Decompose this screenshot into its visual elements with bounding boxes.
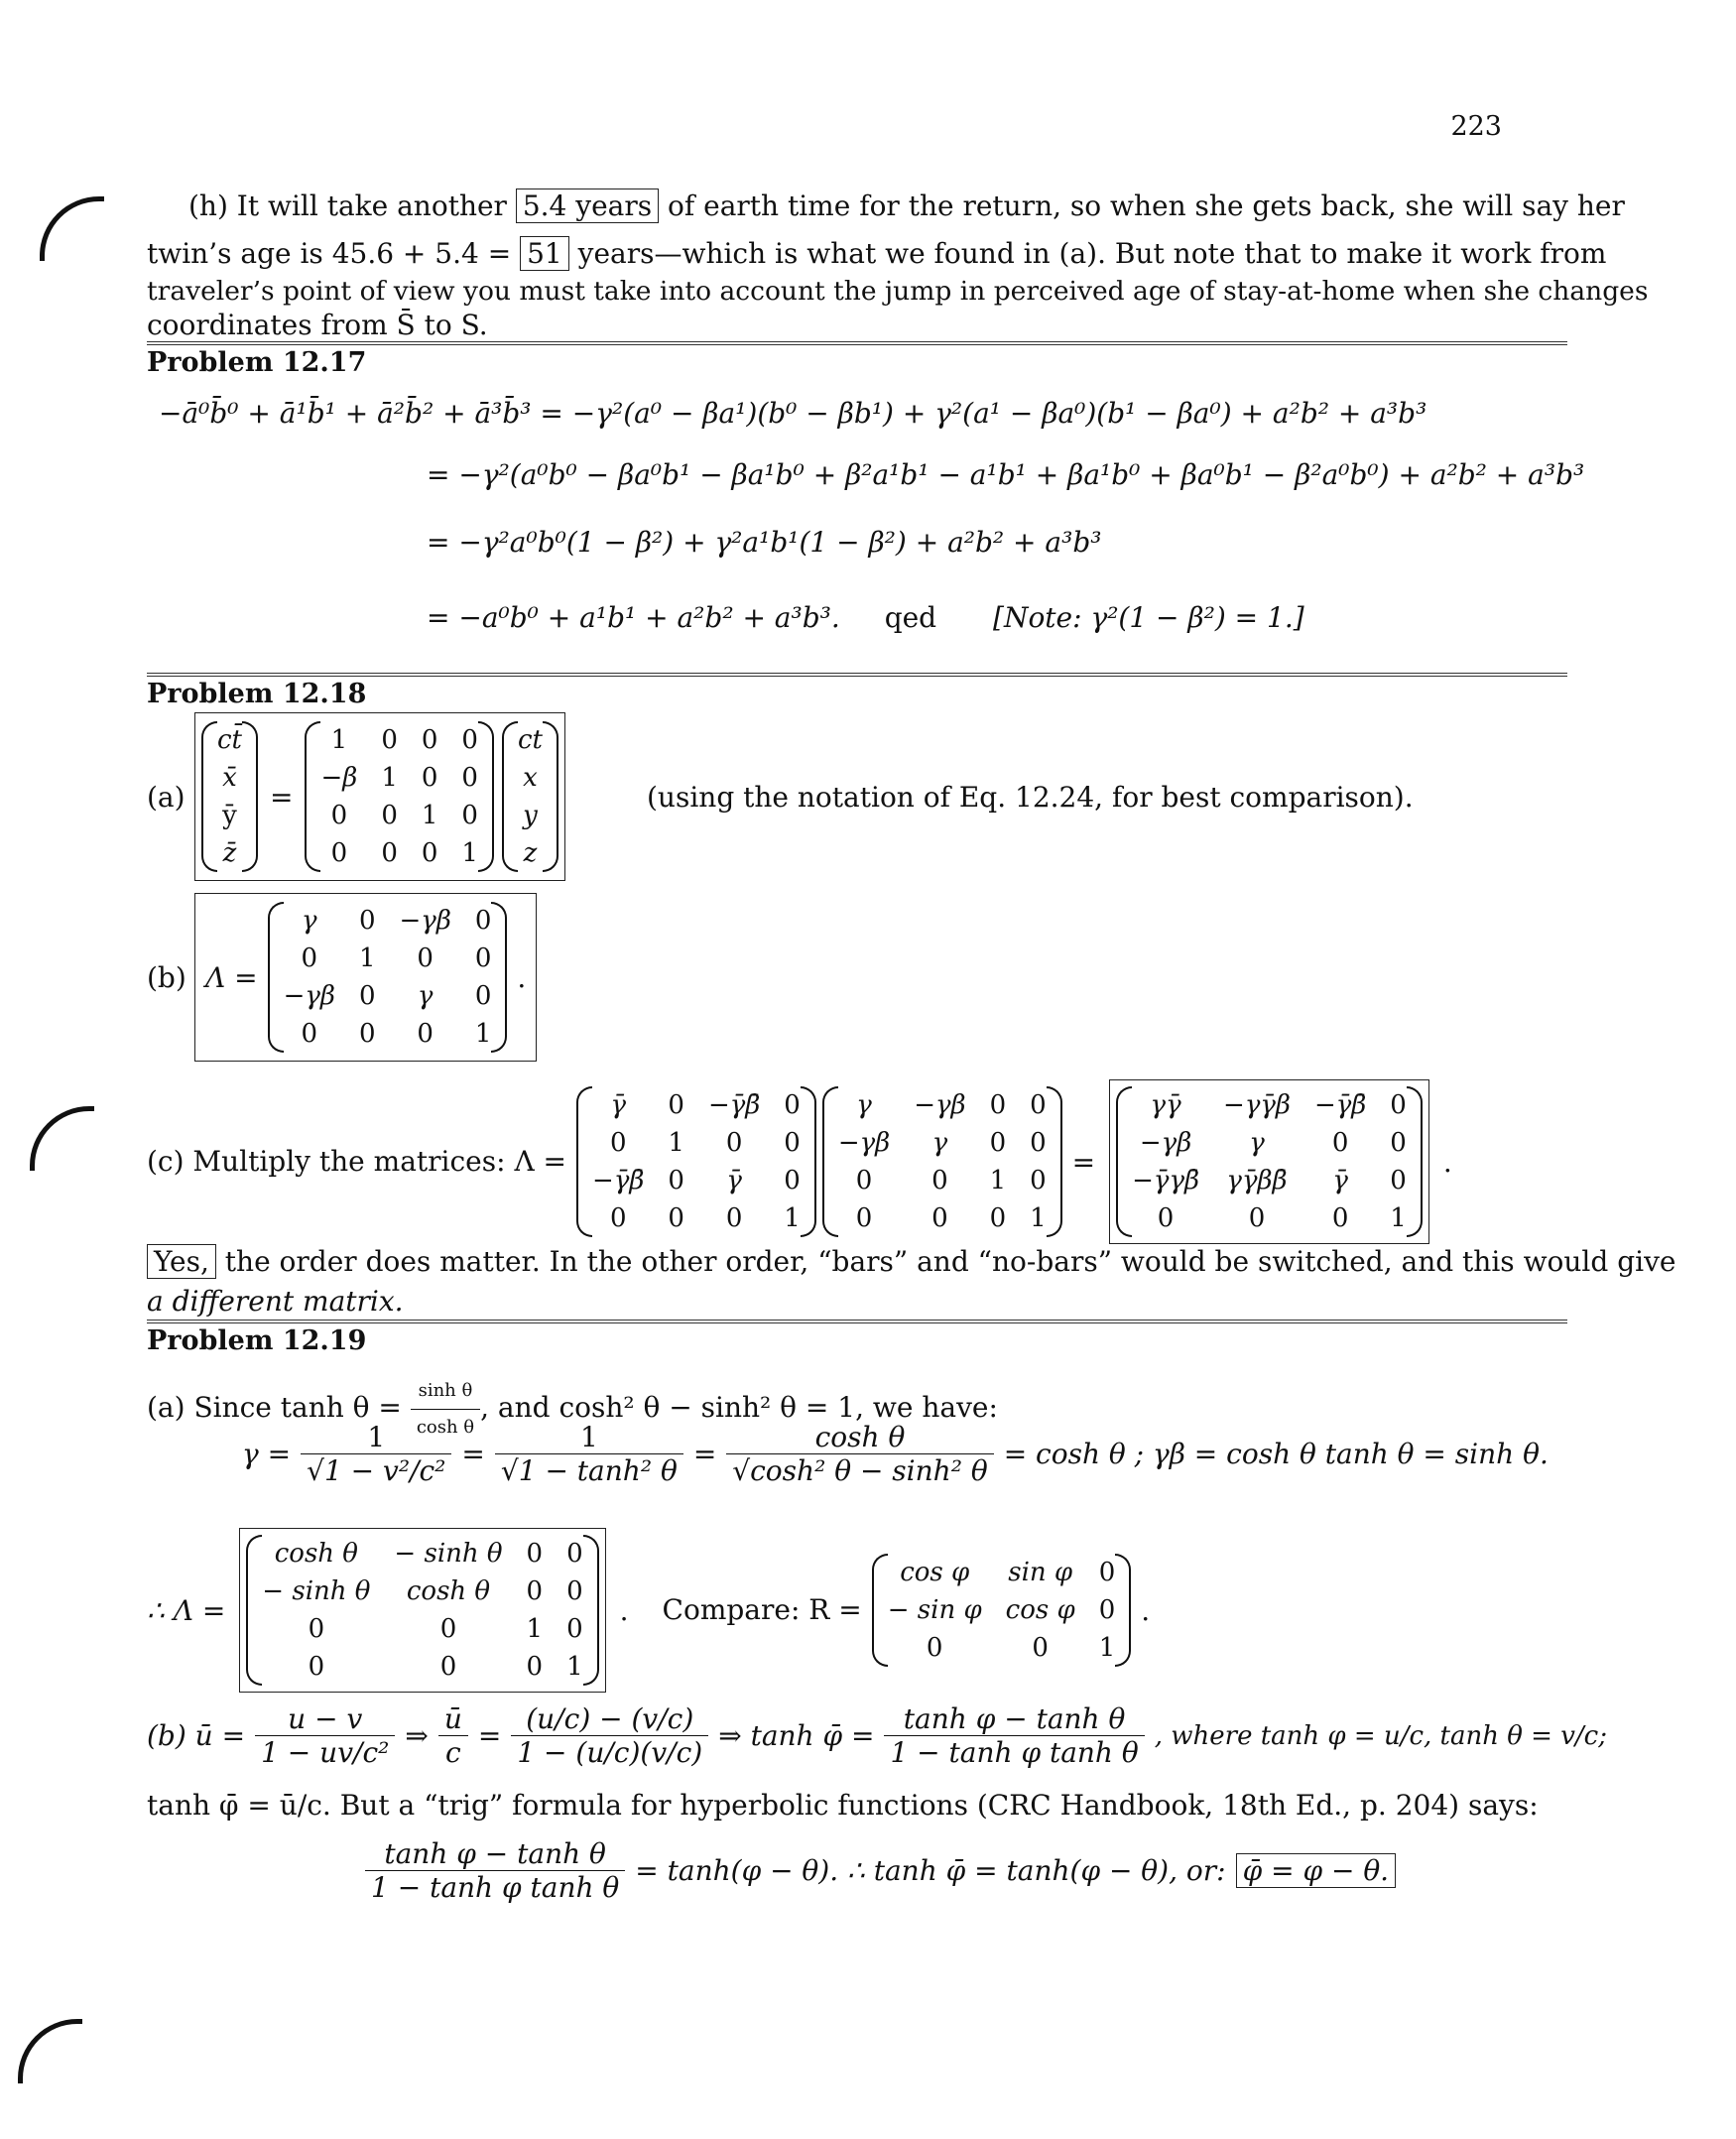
matrix-entry: 0 — [566, 1576, 583, 1606]
part-b-label: (b) — [147, 961, 186, 994]
part-b-line2: tanh φ̄ = ū/c. But a “trig” formula for hyperbolic functions (CRC Handbook, 18th Ed., p. 204) says: — [147, 1789, 1539, 1822]
gamma-derivation: γ = $\frac{1}{\text{√1 − v²/c²}}$ = $\frac{1}{\text{√1 − tanh² θ}}$ = $\frac{\text{cosh θ}}{\text{√cosh² θ − sinh² θ}}$ = cosh θ ; γβ = cosh θ tanh θ = sinh θ. — [242, 1421, 1549, 1487]
problem-12-19-heading: Problem 12.19 — [147, 1325, 367, 1356]
matrix-entry: 0 — [308, 1652, 325, 1682]
matrix-entry: −γβ — [914, 1090, 966, 1120]
matrix-entry: 1 — [989, 1166, 1007, 1195]
matrix-entry: 0 — [784, 1166, 801, 1195]
part-b-final: $\frac{\text{tanh φ − tanh θ}}{\text{1 − tanh φ tanh θ}}$ = tanh(φ − θ). ∴ tanh φ̄ = tanh(φ − θ), or: φ̄ = φ − θ. — [365, 1837, 1396, 1904]
matrix-entry: 0 — [1030, 1128, 1047, 1158]
matrix-entry: sin φ — [1008, 1558, 1073, 1587]
matrix-entry: 1 — [358, 944, 376, 973]
matrix-entry: 0 — [926, 1633, 943, 1663]
eq-12-17-line3: = −γ²a⁰b⁰(1 − β²) + γ²a¹b¹(1 − β²) + a²b² + a³b³ — [427, 526, 1102, 559]
matrix-entry: 0 — [439, 1614, 457, 1644]
eq-12-17-line4: = −a⁰b⁰ + a¹b¹ + a²b² + a³b³. qed [Note: γ²(1 − β²) = 1.] — [427, 601, 1304, 634]
matrix-entry: 0 — [1098, 1558, 1116, 1587]
matrix-entry: cos φ — [900, 1558, 970, 1587]
matrix-entry: 0 — [725, 1203, 743, 1233]
matrix-entry: 0 — [989, 1090, 1007, 1120]
note: [Note: γ²(1 − β²) = 1.] — [993, 601, 1304, 634]
matrix-entry: 0 — [526, 1576, 544, 1606]
matrix-a — [309, 721, 489, 872]
matrix-entry: 0 — [989, 1203, 1007, 1233]
matrix-entry: 0 — [784, 1090, 801, 1120]
matrix-entry: x — [523, 763, 538, 793]
matrix-entry: 0 — [1390, 1128, 1407, 1158]
matrix-entry: 0 — [1331, 1203, 1349, 1233]
divider — [147, 1320, 1567, 1323]
lorentz-eq-box-a: ct̄ x̄ ȳ z̄ = 1 0 0 0 −β 1 0 0 0 0 1 0 0 0 0 1 ct x y z — [194, 712, 565, 881]
matrix-entry: 1 — [526, 1614, 544, 1644]
matrix-c2 — [826, 1086, 1058, 1237]
matrix-entry: 0 — [417, 1019, 434, 1049]
matrix-entry: 0 — [461, 725, 478, 755]
matrix-entry: 1 — [461, 838, 478, 868]
matrix-entry: 0 — [1030, 1090, 1047, 1120]
part-h-line2: twin’s age is 45.6 + 5.4 = 51 years—which is what we found in (a). But note that to make it work from — [147, 237, 1607, 270]
eq-12-17-line1: −ā⁰b̄⁰ + ā¹b̄¹ + ā²b̄² + ā³b̄³ = −γ²(a⁰ − βa¹)(b⁰ − βb¹) + γ²(a¹ − βa⁰)(b¹ − βa⁰) + a²b² + a³b³ — [159, 397, 1427, 430]
matrix-entry: 0 — [358, 906, 376, 936]
answer-box-5-4-years: 5.4 years — [516, 189, 659, 223]
matrix-entry: cosh θ — [274, 1539, 358, 1569]
matrix-entry: γγ̄ — [1150, 1090, 1181, 1120]
matrix-entry: 0 — [1098, 1595, 1116, 1625]
matrix-entry: −γβ — [399, 906, 451, 936]
part-c-label: (c) Multiply the matrices: Λ = — [147, 1145, 567, 1178]
matrix-entry: −γ̄β̄ — [1313, 1090, 1367, 1120]
matrix-entry: 0 — [301, 944, 318, 973]
order-line1: Yes, the order does matter. In the other order, “bars” and “no-bars” would be switched, and this would give — [147, 1244, 1675, 1280]
matrix-entry: 0 — [417, 944, 434, 973]
matrix-entry: γ — [856, 1090, 872, 1120]
matrix-entry: γ̄ — [726, 1166, 742, 1195]
divider — [147, 341, 1567, 345]
matrix-entry: x̄ — [222, 763, 237, 793]
matrix-entry: − sin φ — [887, 1595, 982, 1625]
eq-12-17-line2: = −γ²(a⁰b⁰ − βa⁰b¹ − βa¹b⁰ + β²a¹b¹ − a¹b¹ + βa¹b⁰ + βa⁰b¹ − β²a⁰b⁰) + a²b² + a³b³ — [427, 458, 1585, 491]
problem-12-18-heading: Problem 12.18 — [147, 679, 367, 709]
matrix-entry: 0 — [609, 1203, 627, 1233]
part-c-row: (c) Multiply the matrices: Λ = γ̄ 0 −γ̄β̄ 0 0 1 0 0 −γ̄β̄ 0 γ̄ 0 0 0 0 1 γ −γβ 0 0 −γβ γ 0 0 0 0 1 0 0 0 0 1 = γγ̄ −γγ̄β −γ̄β̄ 0 −γβ γ 0 0 −γ̄γβ̄ γγ̄ββ̄ γ̄ 0 0 0 0 1 . — [147, 1079, 1452, 1244]
matrix-entry: 0 — [668, 1203, 684, 1233]
matrix-entry: 0 — [421, 763, 438, 793]
answer-box-51: 51 — [520, 236, 569, 271]
matrix-entry: 0 — [381, 725, 398, 755]
matrix-entry: 0 — [439, 1652, 457, 1682]
matrix-entry: 1 — [330, 725, 348, 755]
matrix-entry: 0 — [381, 801, 398, 830]
margin-mark-bottom — [18, 2019, 82, 2083]
matrix-entry: 1 — [421, 801, 438, 830]
matrix-b — [272, 902, 504, 1053]
matrix-entry: cosh θ — [406, 1576, 491, 1606]
matrix-entry: 1 — [784, 1203, 801, 1233]
matrix-rotation — [876, 1554, 1128, 1667]
lambda-box-b: Λ = γ 0 −γβ 0 0 1 0 0 −γβ 0 γ 0 0 0 0 1 . — [194, 893, 537, 1062]
matrix-entry: 0 — [1331, 1128, 1349, 1158]
matrix-entry: 0 — [358, 981, 376, 1011]
matrix-entry: − sinh θ — [394, 1539, 503, 1569]
matrix-entry: cos φ — [1005, 1595, 1075, 1625]
divider — [147, 673, 1567, 677]
matrix-entry: 0 — [1248, 1203, 1266, 1233]
part-h-line3: traveler’s point of view you must take into account the jump in perceived age of stay-at-home when she changes — [147, 276, 1649, 307]
matrix-entry: 0 — [421, 725, 438, 755]
matrix-entry: 0 — [358, 1019, 376, 1049]
matrix-entry: 1 — [566, 1652, 583, 1682]
matrix-entry: 0 — [474, 981, 492, 1011]
matrix-entry: 0 — [609, 1128, 627, 1158]
lambda-hyperbolic-row: ∴ Λ = cosh θ − sinh θ 0 0 − sinh θ cosh θ 0 0 0 0 1 0 0 0 0 1 . Compare: R = cos φ sin φ 0 − sin φ cos φ 0 0 0 1 . — [147, 1528, 1150, 1693]
order-line2: a different matrix. — [147, 1285, 404, 1318]
matrix-entry: γ — [1249, 1128, 1265, 1158]
matrix-entry: −γβ — [283, 981, 335, 1011]
matrix-entry: −γβ — [837, 1128, 891, 1158]
matrix-entry: 0 — [526, 1539, 544, 1569]
matrix-entry: −γ̄β̄ — [707, 1090, 761, 1120]
matrix-entry: −γ̄β̄ — [592, 1166, 645, 1195]
vector-barred — [205, 721, 254, 872]
vector-unbarred — [506, 721, 555, 872]
matrix-entry: −γγ̄β — [1223, 1090, 1291, 1120]
matrix-entry: 0 — [421, 838, 438, 868]
matrix-entry: 0 — [931, 1166, 948, 1195]
compare-label: Compare: R = — [662, 1593, 862, 1626]
matrix-entry: 0 — [725, 1128, 743, 1158]
matrix-entry: 1 — [381, 763, 398, 793]
matrix-entry: 0 — [474, 944, 492, 973]
matrix-entry: 0 — [1030, 1166, 1047, 1195]
matrix-entry: 1 — [1390, 1203, 1407, 1233]
matrix-entry: γ̄ — [1332, 1166, 1348, 1195]
part-b-derivation: (b) ū = $\frac{u - v}{\text{1 − uv/c²}}$ ⇒ $\frac{ū}{c}$ = $\frac{(u/c) - (v/c)}{1 - (u/c)(v/c)}$ ⇒ tanh φ̄ = $\frac{\text{tanh φ − tanh θ}}{\text{1 − tanh φ tanh θ}}$ , where tanh φ = u/c, tanh θ = v/c; — [147, 1702, 1607, 1769]
problem-12-17-heading: Problem 12.17 — [147, 347, 367, 378]
part-h-line1: (h) It will take another 5.4 years of earth time for the return, so when she gets back, she will say her — [188, 189, 1625, 222]
matrix-entry: ȳ — [222, 801, 237, 830]
matrix-entry: 0 — [381, 838, 398, 868]
matrix-entry: −β — [320, 763, 358, 793]
part-a-label: (a) — [147, 781, 186, 814]
margin-mark-middle — [30, 1106, 94, 1171]
page-number: 223 — [1450, 111, 1502, 142]
matrix-entry: y — [523, 801, 538, 830]
matrix-entry: ct̄ — [217, 725, 243, 755]
matrix-entry: 0 — [308, 1614, 325, 1644]
matrix-entry: 0 — [461, 763, 478, 793]
matrix-entry: 0 — [1390, 1090, 1407, 1120]
matrix-entry: −γ̄γβ̄ — [1132, 1166, 1200, 1195]
matrix-entry: γ̄ — [610, 1090, 626, 1120]
result-box-c — [1109, 1079, 1429, 1244]
matrix-c1 — [580, 1086, 812, 1237]
matrix-entry: 0 — [330, 838, 348, 868]
matrix-entry: 0 — [668, 1090, 684, 1120]
matrix-entry: 1 — [474, 1019, 492, 1049]
matrix-entry: 0 — [461, 801, 478, 830]
part-a-intro: (a) Since tanh θ = $\frac{\text{sinh θ}}{\text{cosh θ}}$ , and cosh² θ − sinh² θ = 1, we have: — [147, 1373, 998, 1446]
matrix-entry: 1 — [1030, 1203, 1047, 1233]
matrix-entry: 0 — [474, 906, 492, 936]
matrix-entry: −γβ — [1139, 1128, 1192, 1158]
margin-mark-top — [40, 196, 104, 261]
matrix-entry: γ — [302, 906, 317, 936]
matrix-entry: 0 — [855, 1203, 873, 1233]
answer-box-yes: Yes, — [147, 1244, 216, 1279]
matrix-entry: 0 — [566, 1614, 583, 1644]
matrix-entry: 0 — [301, 1019, 318, 1049]
matrix-entry: 0 — [566, 1539, 583, 1569]
matrix-c-result — [1120, 1086, 1419, 1237]
matrix-entry: 0 — [330, 801, 348, 830]
matrix-entry: 0 — [1032, 1633, 1049, 1663]
answer-box-phi: φ̄ = φ − θ. — [1236, 1853, 1397, 1888]
matrix-entry: ct — [517, 725, 543, 755]
matrix-entry: 0 — [931, 1203, 948, 1233]
matrix-entry: − sinh θ — [262, 1576, 371, 1606]
matrix-entry: γγ̄ββ̄ — [1226, 1166, 1288, 1195]
matrix-entry: 0 — [1390, 1166, 1407, 1195]
matrix-entry: 1 — [1098, 1633, 1116, 1663]
part-a-note: (using the notation of Eq. 12.24, for best comparison). — [647, 781, 1414, 814]
qed-label: qed — [884, 601, 937, 634]
matrix-entry: γ — [931, 1128, 948, 1158]
lambda-hyperbolic-box — [239, 1528, 605, 1693]
matrix-entry: 1 — [668, 1128, 684, 1158]
matrix-entry: z̄ — [222, 838, 237, 868]
matrix-entry: 0 — [1157, 1203, 1175, 1233]
part-h-line4: coordinates from S̄ to S. — [147, 309, 488, 341]
matrix-entry: γ — [417, 981, 434, 1011]
matrix-entry: 0 — [526, 1652, 544, 1682]
matrix-entry: 0 — [989, 1128, 1007, 1158]
matrix-entry: 0 — [784, 1128, 801, 1158]
matrix-entry: z — [523, 838, 538, 868]
matrix-lambda-hyperbolic — [250, 1535, 594, 1686]
matrix-entry: 0 — [855, 1166, 873, 1195]
matrix-entry: 0 — [668, 1166, 684, 1195]
